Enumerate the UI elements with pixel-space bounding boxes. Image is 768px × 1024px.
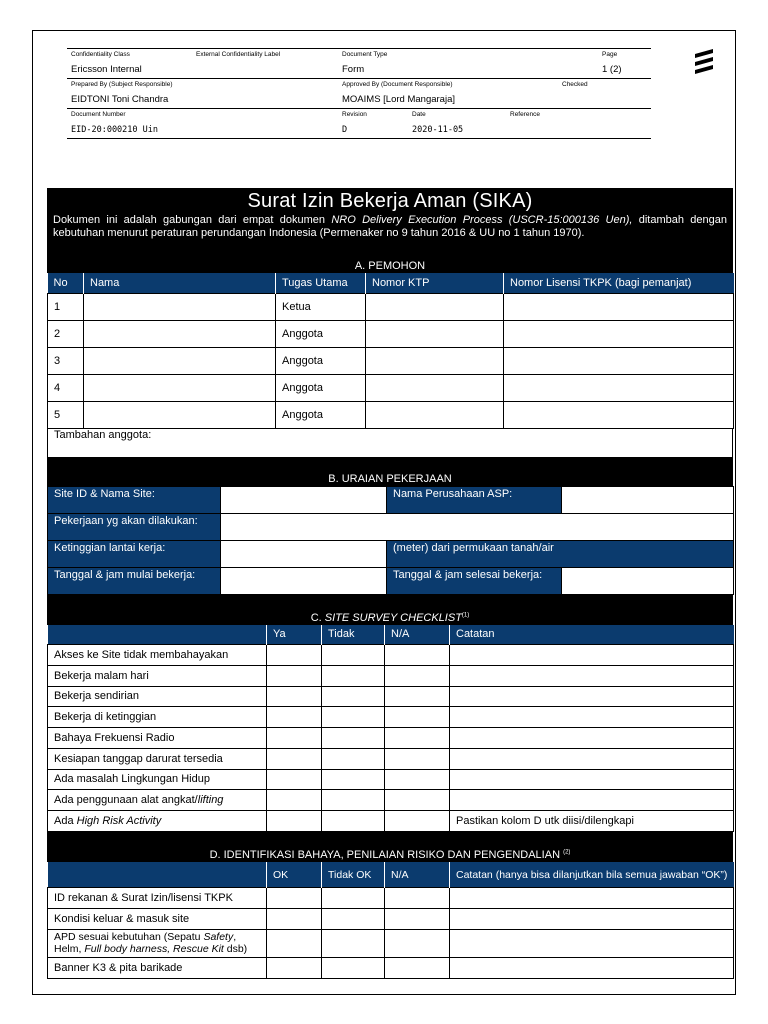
table-row (48, 540, 734, 567)
table-row (48, 769, 734, 790)
lisensi-field[interactable] (504, 320, 734, 347)
value-document-type: Form (342, 64, 365, 75)
tidak-cell[interactable] (322, 686, 385, 707)
row-number: 2 (48, 320, 84, 347)
hazard-identification-table (47, 862, 734, 979)
item-text: APD sesuai kebutuhan (Sepatu (54, 931, 204, 944)
header-rule (67, 78, 651, 79)
checklist-item: Ada masalah Lingkungan Hidup (48, 769, 267, 790)
ya-cell[interactable] (267, 811, 322, 832)
catatan-cell[interactable] (450, 707, 734, 728)
checklist-item (48, 811, 267, 832)
catatan-cell[interactable] (450, 728, 734, 749)
table-row (48, 909, 734, 930)
table-row (48, 645, 734, 666)
row-number: 1 (48, 293, 84, 320)
na-cell[interactable] (385, 957, 450, 978)
label-selesai: Tanggal & jam selesai bekerja: (387, 567, 562, 594)
column-nomor-ktp: Nomor KTP (366, 273, 504, 293)
label-date: Date (412, 111, 426, 118)
label-document-type: Document Type (342, 51, 388, 58)
label-ketinggian: Ketinggian lantai kerja: (48, 540, 221, 567)
tidak-cell[interactable] (322, 728, 385, 749)
ketinggian-field[interactable] (221, 540, 387, 567)
value-date: 2020-11-05 (412, 125, 464, 135)
item-text-italic: Safety (203, 931, 234, 944)
nama-field[interactable] (84, 347, 276, 374)
column-nama: Nama (84, 273, 276, 293)
tidak-cell[interactable] (322, 769, 385, 790)
site-survey-checklist (47, 625, 734, 832)
section-c-italic: SITE SURVEY CHECKLIST (324, 611, 462, 624)
lisensi-field[interactable] (504, 293, 734, 320)
item-text: Ada (54, 814, 77, 827)
nama-field[interactable] (84, 320, 276, 347)
label-mulai: Tanggal & jam mulai bekerja: (48, 567, 221, 594)
tidak-cell[interactable] (322, 811, 385, 832)
value-confidentiality-class: Ericsson Internal (71, 64, 142, 75)
label-checked: Checked (562, 81, 588, 88)
checklist-item: Bekerja malam hari (48, 665, 267, 686)
table-row (48, 686, 734, 707)
ya-cell[interactable] (267, 769, 322, 790)
row-number: 5 (48, 401, 84, 428)
header-rule (67, 108, 651, 109)
form-title-block (47, 188, 733, 255)
table-row (48, 888, 734, 909)
column-catatan: Catatan (450, 625, 734, 645)
na-cell[interactable] (385, 707, 450, 728)
selesai-field[interactable] (562, 567, 734, 594)
na-cell[interactable] (385, 748, 450, 769)
section-c-heading (47, 612, 733, 624)
ya-cell[interactable] (267, 645, 322, 666)
row-number: 4 (48, 374, 84, 401)
table-row (48, 293, 734, 320)
catatan-cell[interactable] (450, 645, 734, 666)
catatan-cell[interactable] (450, 686, 734, 707)
table-row (48, 567, 734, 594)
table-row (48, 811, 734, 832)
tidak-ok-cell[interactable] (322, 929, 385, 957)
section-d-heading (47, 849, 733, 861)
checklist-item: Bekerja sendirian (48, 686, 267, 707)
table-row (48, 748, 734, 769)
section-c-prefix: C. (310, 611, 325, 624)
catatan-cell[interactable] (450, 888, 734, 909)
ok-cell[interactable] (267, 929, 322, 957)
table-row (48, 707, 734, 728)
table-row (48, 957, 734, 978)
lisensi-field[interactable] (504, 347, 734, 374)
tidak-cell[interactable] (322, 707, 385, 728)
item-text-italic: Full body harness, Rescue Kit (84, 943, 224, 956)
column-no: No (48, 273, 84, 293)
hazard-item: Banner K3 & pita barikade (48, 957, 267, 978)
item-text: dsb) (223, 943, 248, 956)
label-meter: (meter) dari permukaan tanah/air (387, 540, 734, 567)
column-na: N/A (385, 625, 450, 645)
column-tidak: Tidak (322, 625, 385, 645)
table-row (48, 929, 734, 957)
section-a-heading: A. PEMOHON (354, 260, 426, 272)
label-asp: Nama Perusahaan ASP: (387, 486, 562, 513)
table-row (48, 486, 734, 513)
checklist-item: Kesiapan tanggap darurat tersedia (48, 748, 267, 769)
na-cell[interactable] (385, 665, 450, 686)
site-id-field[interactable] (221, 486, 387, 513)
tidak-ok-cell[interactable] (322, 888, 385, 909)
description-text: Dokumen ini adalah gabungan dari empat dokumen (53, 214, 332, 226)
catatan-cell[interactable] (450, 929, 734, 957)
na-cell[interactable] (385, 769, 450, 790)
column-na: N/A (385, 862, 450, 888)
table-row (48, 401, 734, 428)
label-reference: Reference (510, 111, 540, 118)
column-ok: OK (267, 862, 322, 888)
section-a-title (47, 255, 733, 273)
hazard-header-row (48, 862, 734, 888)
na-cell[interactable] (385, 929, 450, 957)
catatan-cell[interactable] (450, 769, 734, 790)
tambahan-anggota-field[interactable] (47, 429, 733, 457)
label-page: Page (602, 51, 618, 58)
tugas-value: Anggota (276, 401, 366, 428)
pekerjaan-field[interactable] (221, 513, 734, 540)
tidak-cell[interactable] (322, 665, 385, 686)
lisensi-field[interactable] (504, 401, 734, 428)
na-cell[interactable] (385, 790, 450, 811)
column-item (48, 862, 267, 888)
hazard-item: Kondisi keluar & masuk site (48, 909, 267, 930)
description-text-2: ditambah dengan kebutuhan menurut peraturan perundangan Indonesia (Permenaker no 9 tahun 2016 & UU no 1 tahun 1970). (53, 214, 727, 239)
checklist-item: Bahaya Frekuensi Radio (48, 728, 267, 749)
sika-form (47, 188, 733, 979)
section-d-text: D. IDENTIFIKASI BAHAYA, PENILAIAN RISIKO DAN PENGENDALIAN (209, 848, 561, 861)
value-revision: D (342, 125, 348, 135)
ericsson-logo-icon (692, 48, 716, 74)
column-tidak-ok: Tidak OK (322, 862, 385, 888)
catatan-note: Pastikan kolom D utk diisi/dilengkapi (450, 811, 734, 832)
column-tugas-utama: Tugas Utama (276, 273, 366, 293)
description-italic: NRO Delivery Execution Process (USCR-15:000136 Uen), (331, 214, 633, 226)
section-b-title (47, 457, 733, 486)
checklist-item: Bekerja di ketinggian (48, 707, 267, 728)
value-document-number: EID-20:000210 Uin (71, 125, 158, 135)
na-cell[interactable] (385, 645, 450, 666)
tidak-cell[interactable] (322, 748, 385, 769)
item-text-italic: High Risk Activity (76, 814, 162, 827)
ya-cell[interactable] (267, 707, 322, 728)
ya-cell[interactable] (267, 790, 322, 811)
hazard-item (48, 929, 267, 957)
ya-cell[interactable] (267, 748, 322, 769)
label-site-id: Site ID & Nama Site: (48, 486, 221, 513)
catatan-cell[interactable] (450, 790, 734, 811)
na-cell[interactable] (385, 811, 450, 832)
catatan-cell[interactable] (450, 957, 734, 978)
item-text: Ada penggunaan alat angkat/ (54, 794, 198, 807)
table-row (48, 790, 734, 811)
section-d-title (47, 832, 733, 862)
value-page: 1 (2) (602, 64, 622, 75)
section-b-heading: B. URAIAN PEKERJAAN (328, 472, 452, 485)
applicants-table (47, 273, 734, 429)
ktp-field[interactable] (366, 347, 504, 374)
checklist-item: Akses ke Site tidak membahayakan (48, 645, 267, 666)
table-row (48, 665, 734, 686)
tugas-value: Ketua (276, 293, 366, 320)
catatan-cell[interactable] (450, 909, 734, 930)
tugas-value: Anggota (276, 347, 366, 374)
nama-field[interactable] (84, 293, 276, 320)
hazard-item: ID rekanan & Surat Izin/lisensi TKPK (48, 888, 267, 909)
na-cell[interactable] (385, 909, 450, 930)
table-row (48, 347, 734, 374)
tambahan-label: Tambahan anggota: (54, 428, 152, 441)
header-rule (67, 138, 651, 139)
work-description-table (47, 486, 734, 595)
nama-field[interactable] (84, 401, 276, 428)
header-rule (67, 48, 651, 49)
label-confidentiality-class: Confidentiality Class (71, 51, 130, 58)
column-item (48, 625, 267, 645)
ktp-field[interactable] (366, 293, 504, 320)
ya-cell[interactable] (267, 665, 322, 686)
ok-cell[interactable] (267, 909, 322, 930)
ktp-field[interactable] (366, 401, 504, 428)
ktp-field[interactable] (366, 320, 504, 347)
value-approved-by: MOAIMS [Lord Mangaraja] (342, 94, 455, 105)
column-nomor-lisensi: Nomor Lisensi TKPK (bagi pemanjat) (504, 273, 734, 293)
tidak-ok-cell[interactable] (322, 957, 385, 978)
catatan-cell[interactable] (450, 665, 734, 686)
column-ya: Ya (267, 625, 322, 645)
ya-cell[interactable] (267, 686, 322, 707)
label-approved-by: Approved By (Document Responsible) (342, 81, 453, 88)
label-prepared-by: Prepared By (Subject Responsible) (71, 81, 173, 88)
tidak-cell[interactable] (322, 790, 385, 811)
section-c-title (47, 595, 733, 625)
na-cell[interactable] (385, 728, 450, 749)
na-cell[interactable] (385, 686, 450, 707)
form-title: Surat Izin Bekerja Aman (SIKA) (247, 190, 533, 212)
mulai-field[interactable] (221, 567, 387, 594)
ya-cell[interactable] (267, 728, 322, 749)
ok-cell[interactable] (267, 888, 322, 909)
label-document-number: Document Number (71, 111, 126, 118)
row-number: 3 (48, 347, 84, 374)
item-text-italic: lifting (197, 794, 224, 807)
value-prepared-by: EIDTONI Toni Chandra (71, 94, 169, 105)
form-description (53, 214, 727, 240)
checklist-item (48, 790, 267, 811)
column-catatan: Catatan (hanya bisa dilanjutkan bila semua jawaban “OK”) (450, 862, 734, 888)
na-cell[interactable] (385, 888, 450, 909)
table-row (48, 513, 734, 540)
label-pekerjaan: Pekerjaan yg akan dilakukan: (48, 513, 221, 540)
lisensi-field[interactable] (504, 374, 734, 401)
footnote-ref: (1) (461, 611, 470, 618)
checklist-header-row (48, 625, 734, 645)
label-revision: Revision (342, 111, 367, 118)
table-row (48, 728, 734, 749)
ktp-field[interactable] (366, 374, 504, 401)
table-row (48, 320, 734, 347)
item-text: , Helm, (54, 931, 237, 956)
tugas-value: Anggota (276, 320, 366, 347)
nama-field[interactable] (84, 374, 276, 401)
table-row (48, 374, 734, 401)
applicants-header-row (48, 273, 734, 293)
label-external-confidentiality: External Confidentiality Label (196, 51, 281, 58)
tugas-value: Anggota (276, 374, 366, 401)
catatan-cell[interactable] (450, 748, 734, 769)
tidak-cell[interactable] (322, 645, 385, 666)
asp-field[interactable] (562, 486, 734, 513)
tidak-ok-cell[interactable] (322, 909, 385, 930)
ok-cell[interactable] (267, 957, 322, 978)
footnote-ref: (2) (563, 849, 571, 856)
